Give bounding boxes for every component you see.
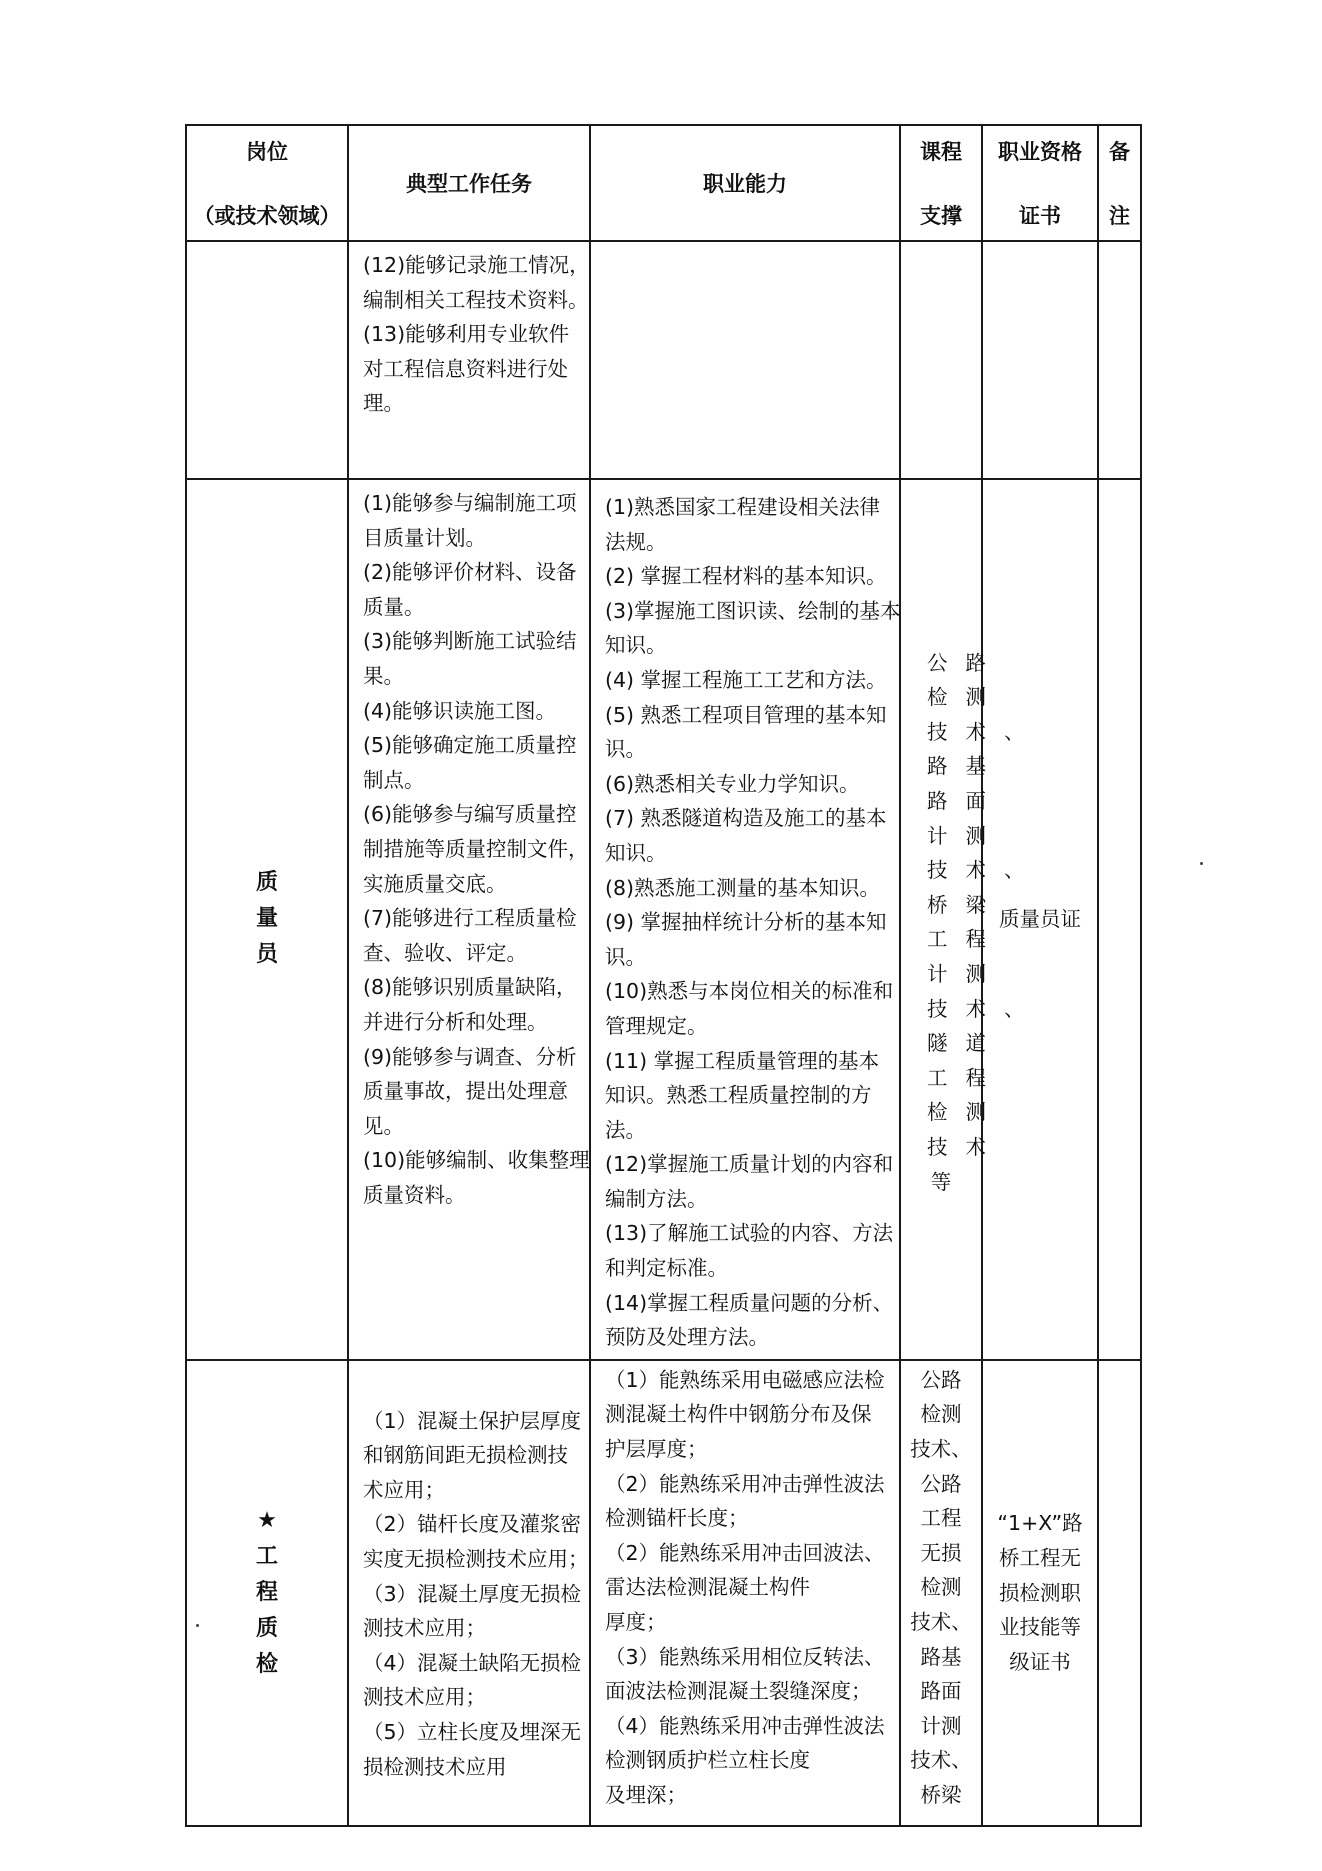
text-line: 并进行分析和处理。 [363,1009,548,1034]
header-tasks: 典型工作任务 [348,125,590,241]
course-cell [900,241,982,479]
text-line: ★ [257,1507,277,1533]
text-line: 损检测职 [999,1580,1081,1605]
text-line: 量 [255,906,278,932]
text-line: 雷达法检测混凝土构件 [605,1575,810,1600]
text-line: (8)能够识别质量缺陷， [363,975,577,1000]
text-line: （4）能熟练采用冲击弹性波法 [605,1713,885,1738]
text-line: 预防及处理方法。 [605,1325,769,1350]
text-line: 计测 [927,823,1004,848]
text-line: 隧道 [927,1031,1004,1056]
text-line: 果。 [363,663,404,688]
text-line: 检测 [927,1100,1004,1125]
text-line: 工程 [927,1065,1004,1090]
text-line: （2）锚杆长度及灌浆密 [363,1512,582,1537]
text-line: （3）混凝土厚度无损检 [363,1581,582,1606]
text-line: (13)能够利用专业软件 [363,322,570,347]
text-line: 检 [255,1651,278,1677]
text-line: （4）混凝土缺陷无损检 [363,1650,582,1675]
text-line: 业技能等 [999,1615,1081,1640]
text-line: 面波法检测混凝土裂缝深度； [605,1679,872,1704]
text-line: (6)能够参与编写质量控 [363,802,577,827]
text-line: 目质量计划。 [363,525,486,550]
text-line: (7) 熟悉隧道构造及施工的基本 [605,806,887,831]
text-line: (10)熟悉与本岗位相关的标准和 [605,979,894,1004]
remark-cell [1098,241,1141,479]
scan-speck [196,1624,199,1627]
table-row [186,241,1141,479]
text-line: 检测锚杆长度； [605,1506,749,1531]
post-cell [186,241,348,479]
text-line: 质量事故，提出处理意 [363,1079,568,1104]
text-line: 工程 [927,927,1004,952]
text-line: 质量。 [363,594,425,619]
text-line: 员 [255,942,278,968]
text-line: (13)了解施工试验的内容、方法 [605,1221,894,1246]
text-line: 编制相关工程技术资料。 [363,287,589,312]
text-line: 检测 [920,1402,962,1427]
text-line: 识。 [605,944,646,969]
text-line: (3)掌握施工图识读、绘制的基本 [605,598,901,623]
post-cell [186,1360,348,1826]
header-ability: 职业能力 [590,125,900,241]
text-line: 见。 [363,1113,404,1138]
text-line: （3）能熟练采用相位反转法、 [605,1644,885,1669]
text-line: 法。 [605,1117,646,1142]
text-line: 损检测技术应用 [363,1754,507,1779]
text-line: (9) 掌握抽样统计分析的基本知 [605,910,887,935]
text-line: 计测 [927,962,1004,987]
text-line: (2) 掌握工程材料的基本知识。 [605,564,887,589]
text-line: 制措施等质量控制文件， [363,836,589,861]
text-line: 技术 [927,1134,1004,1159]
text-line: 检测 [927,685,1004,710]
text-line: （2）能熟练采用冲击弹性波法 [605,1471,885,1496]
text-line: 技术、 [927,858,1043,883]
text-line: 质 [255,870,278,896]
text-line: 桥工程无 [999,1545,1081,1570]
header-post [186,125,348,241]
text-line: 知识。 [605,633,667,658]
text-line: (14)掌握工程质量问题的分析、 [605,1290,894,1315]
text-line: 和判定标准。 [605,1256,728,1281]
text-line: 测混凝土构件中钢筋分布及保 [605,1402,872,1427]
cert-cell [982,1360,1098,1826]
text-line: (12)掌握施工质量计划的内容和 [605,1152,894,1177]
text-line: 技术、 [910,1437,972,1462]
text-line: 检测钢质护栏立柱长度 [605,1748,810,1773]
text-line: （5）立柱长度及埋深无 [363,1719,582,1744]
text-line: 公路 [920,1471,962,1496]
text-line: 无损 [920,1540,962,1565]
header-course-line2: 支撑 [920,204,962,228]
text-line: 工程 [920,1506,962,1531]
tasks-cell [348,479,590,1360]
text-line: 知识。熟悉工程质量控制的方 [605,1083,872,1108]
header-course [900,125,982,241]
text-line: 及埋深； [605,1782,687,1807]
text-line: (1)能够参与编制施工项 [363,491,577,515]
table-row [186,479,1141,1360]
text-line: 实度无损检测技术应用； [363,1546,589,1571]
text-line: (10)能够编制、收集整理 [363,1148,590,1173]
text-line: (12)能够记录施工情况， [363,253,590,277]
text-line: 护层厚度； [605,1437,708,1462]
text-line: 路基 [927,754,1004,779]
text-line: “1+X”路 [997,1511,1083,1536]
remark-cell [1098,479,1141,1360]
tasks-cell [348,1360,590,1826]
text-line: （1）能熟练采用电磁感应法检 [605,1367,885,1392]
text-line: 对工程信息资料进行处 [363,356,568,381]
cert-cell [982,241,1098,479]
text-line: (9)能够参与调查、分析 [363,1044,577,1069]
header-cert [982,125,1098,241]
header-remark-line1: 备 [1109,140,1130,164]
text-line: 级证书 [1009,1649,1071,1674]
ability-cell [590,479,900,1360]
header-remark-line2: 注 [1109,204,1130,228]
text-line: 计测 [920,1713,962,1738]
text-line: 技术、 [910,1610,972,1634]
post-cell [186,479,348,1360]
text-line: 技术、 [927,996,1043,1021]
text-line: 等 [930,1169,970,1194]
text-line: (3)能够判断施工试验结 [363,629,577,654]
text-line: (6)熟悉相关专业力学知识。 [605,771,860,796]
text-line: 知识。 [605,840,667,865]
text-line: 工 [255,1543,278,1569]
text-line: 质 [255,1615,278,1641]
text-line: 公路 [920,1367,962,1392]
text-line: (5) 熟悉工程项目管理的基本知 [605,702,887,727]
text-line: （1）混凝土保护层厚度 [363,1408,582,1433]
header-cert-line1: 职业资格 [998,140,1082,164]
remark-cell [1098,1360,1141,1826]
tasks-cell [348,241,590,479]
text-line: 程 [255,1579,278,1605]
text-line: 厚度； [605,1610,667,1634]
text-line: (7)能够进行工程质量检 [363,906,577,931]
text-line: (4)能够识读施工图。 [363,698,557,723]
table-row [186,1360,1141,1826]
text-line: 路面 [920,1679,962,1704]
text-line: 路面 [927,789,1004,814]
text-line: 编制方法。 [605,1186,708,1211]
text-line: (1)熟悉国家工程建设相关法律 [605,495,881,519]
cert-cell [982,479,1098,1360]
text-line: (5)能够确定施工质量控 [363,733,577,758]
text-line: (2)能够评价材料、设备 [363,560,577,585]
text-line: 技术、 [910,1748,972,1773]
text-line: 管理规定。 [605,1013,708,1038]
text-line: 测技术应用； [363,1685,486,1710]
text-line: 桥梁 [927,892,1004,917]
text-line: （2）能熟练采用冲击回波法、 [605,1540,885,1565]
text-line: 制点。 [363,767,425,792]
text-line: 法规。 [605,529,667,554]
text-line: 技术、 [927,719,1043,744]
text-line: 路基 [920,1644,962,1669]
ability-cell [590,241,900,479]
text-line: (4) 掌握工程施工工艺和方法。 [605,667,887,692]
header-course-line1: 课程 [920,140,962,164]
text-line: 实施质量交底。 [363,871,507,896]
text-line: 桥梁 [920,1782,962,1807]
header-post-line2: （或技术领域） [193,204,341,228]
header-remark [1098,125,1141,241]
scan-speck [1200,862,1203,865]
competency-table [185,124,1142,1827]
header-post-line1: 岗位 [246,140,288,164]
text-line: 查、验收、评定。 [363,940,527,965]
text-line: 术应用； [363,1477,445,1502]
text-line: 检测 [920,1575,962,1600]
text-line: 公路 [927,650,1004,675]
ability-cell [590,1360,900,1826]
text-line: 理。 [363,391,404,416]
header-cert-line2: 证书 [1019,204,1061,228]
course-cell [900,1360,982,1826]
text-line: 测技术应用； [363,1616,486,1641]
text-line: (11) 掌握工程质量管理的基本 [605,1048,880,1073]
text-line: 质量员证 [999,907,1081,932]
table-header-row [186,125,1141,241]
text-line: (8)熟悉施工测量的基本知识。 [605,875,881,900]
text-line: 识。 [605,737,646,762]
text-line: 和钢筋间距无损检测技 [363,1443,568,1468]
text-line: 质量资料。 [363,1182,466,1207]
